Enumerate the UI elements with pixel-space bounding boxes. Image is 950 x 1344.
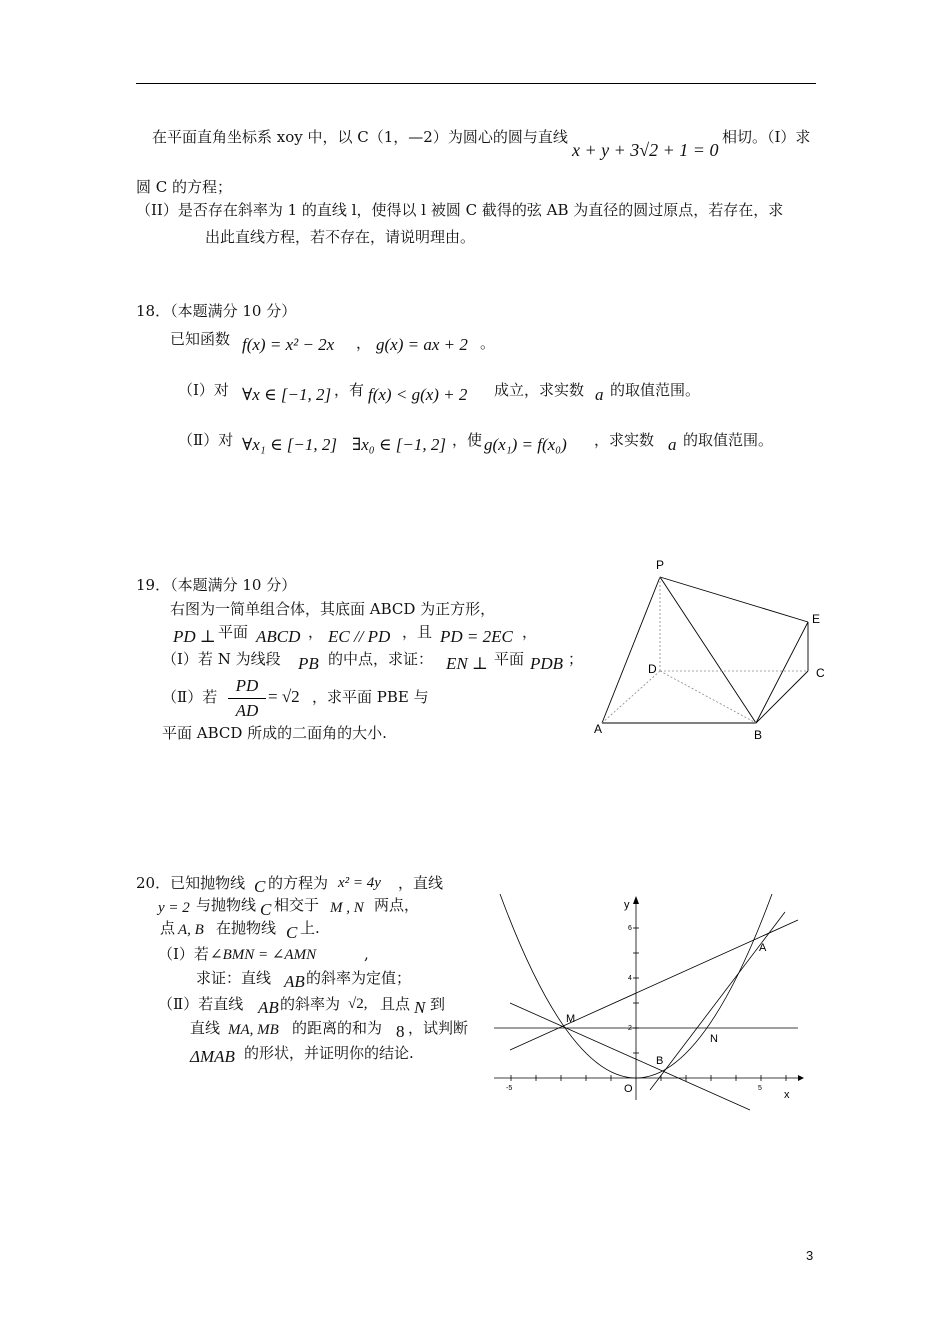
edge-db-hidden <box>660 671 756 723</box>
edge-pe <box>660 577 808 622</box>
p20-MN: M , N <box>330 900 364 916</box>
line-ma <box>510 920 798 1050</box>
p20-N: N <box>414 998 426 1017</box>
p19-line1: 右图为一简单组合体，其底面 ABCD 为正方形， <box>170 600 496 618</box>
p18-q2-condition2: ∃x₀ ∈ [−1, 2] <box>352 435 446 454</box>
p18-q1-label: （Ⅰ）对 <box>178 381 229 399</box>
edge-be <box>756 622 808 723</box>
p20-line1-c: ，直线 <box>398 874 444 892</box>
p20-sqrt2: √2, <box>348 996 368 1012</box>
p18-q1-have: ，有 <box>334 381 365 399</box>
p19-q1-c: 的中点，求证： <box>328 650 434 668</box>
p19-ec-parallel: EC // PD <box>328 627 391 646</box>
p20-line2-c: 两点， <box>374 896 420 914</box>
p18-q1-tail: 成立，求实数 <box>494 381 585 399</box>
p19-solid-figure <box>588 555 838 745</box>
p20-q2-line-word: 直线 <box>190 1019 221 1037</box>
p18-q2-a: a <box>668 435 677 454</box>
line-ab <box>650 912 785 1090</box>
page-number: 3 <box>806 1248 814 1263</box>
p18-q1-end: 的取值范围。 <box>610 381 701 399</box>
p18-f-definition: f(x) = x² − 2x <box>242 335 335 354</box>
tick-x-neg5: -5 <box>506 1085 513 1092</box>
p19-abcd: ABCD <box>256 627 301 646</box>
p18-q2-label: （Ⅱ）对 <box>178 431 234 449</box>
p18-q1-condition: ∀x ∈ [−1, 2] <box>242 385 332 404</box>
p19-line5: 平面 ABCD 所成的二面角的大小. <box>162 724 387 742</box>
tick-y-4: 4 <box>628 975 632 982</box>
p20-q2-sum: 的距离的和为 <box>292 1019 383 1037</box>
p18-q2-equation: g(x₁) = f(x₀) <box>484 435 567 454</box>
label-d: D <box>648 662 657 676</box>
point-m-label: M <box>566 1013 576 1025</box>
point-n-label: N <box>710 1033 718 1045</box>
p20-line3-c: 上. <box>300 919 320 937</box>
label-p: P <box>656 558 665 572</box>
p19-en-perp: EN ⊥ <box>446 654 488 673</box>
p20-line1-a: 20．已知抛物线 <box>136 874 246 892</box>
point-b-label: B <box>656 1055 664 1067</box>
p19-pdb: PDB <box>530 654 564 673</box>
p19-pd-perp: PD ⊥ <box>173 627 216 646</box>
p20-line2-b: 相交于 <box>274 896 320 914</box>
y-axis-arrow <box>633 896 639 904</box>
p18-q2-condition1: ∀x₁ ∈ [−1, 2] <box>242 435 338 454</box>
label-b: B <box>754 728 763 742</box>
p19-and: ，且 <box>402 623 433 641</box>
p18-q1-a: a <box>595 385 604 404</box>
edge-pb <box>660 577 756 723</box>
p20-line1-b: 的方程为 <box>268 874 329 892</box>
p20-parabola-eq: x² = 4y <box>338 875 381 891</box>
tick-y-6: 6 <box>628 925 632 932</box>
p19-pb: PB <box>298 654 319 673</box>
p17-line3: （II）是否存在斜率为 1 的直线 l，使得以 l 被圆 C 截得的弦 AB 为直径的圆过原点，若存在，求 <box>136 201 784 219</box>
p17-line1-tail: 相切。（I）求 <box>722 128 811 146</box>
p19-sqrt2: = √2 <box>268 687 300 706</box>
p18-header: 18．（本题满分 10 分） <box>136 302 297 320</box>
p18-given-label: 已知函数 <box>170 330 231 348</box>
edge-bc <box>756 671 808 723</box>
p18-q1-inequality: f(x) < g(x) + 2 <box>368 385 468 404</box>
p18-q2-tail: ，求实数 <box>594 431 655 449</box>
p20-q1-prove: 求证：直线 <box>196 969 272 987</box>
p20-AB3: AB <box>258 998 279 1017</box>
p19-header: 19．（本题满分 10 分） <box>136 576 297 594</box>
p20-line2-a: 与抛物线 <box>196 896 257 914</box>
x-axis-arrow <box>798 1075 804 1081</box>
edge-pa <box>602 577 660 723</box>
p20-parabola-graph <box>490 890 810 1115</box>
p20-line3-a: 点 <box>160 919 176 937</box>
p17-line2: 圆 C 的方程； <box>136 178 233 196</box>
tick-x-5: 5 <box>758 1085 762 1092</box>
p20-C1: C <box>254 877 266 896</box>
p20-q2-slope-word: 的斜率为 <box>280 995 341 1013</box>
p20-AB2: AB <box>284 972 305 991</box>
p20-q2-to: 到 <box>430 995 446 1013</box>
axis-y-label: y <box>624 899 630 911</box>
p20-q2-a: （Ⅱ）若直线 <box>158 995 244 1013</box>
p20-q2-and-point: 且点 <box>380 995 411 1013</box>
p19-fraction-num: PD <box>235 676 259 695</box>
p20-q1-tail: 的斜率为定值； <box>306 969 412 987</box>
label-a: A <box>594 722 603 736</box>
p20-eight: 8 <box>396 1022 405 1041</box>
p20-angle-eq: ∠BMN = ∠AMN <box>210 947 317 963</box>
p20-C2: C <box>260 900 272 919</box>
p18-comma: ， <box>356 334 372 352</box>
p20-MAMB: MA, MB <box>228 1022 279 1038</box>
p20-q2-end: 的形状，并证明你的结论. <box>244 1044 414 1062</box>
p18-q2-end: 的取值范围。 <box>683 431 774 449</box>
label-e: E <box>812 612 821 626</box>
p20-q1-comma: , <box>364 945 369 963</box>
p19-plane-word2: 平面 <box>494 650 525 668</box>
p20-triangle: ΔMAB <box>190 1047 235 1066</box>
edge-da-hidden <box>602 671 660 723</box>
p18-period: 。 <box>480 334 496 352</box>
origin-label: O <box>624 1083 633 1095</box>
header-rule <box>136 83 816 84</box>
p19-comma2: ， <box>522 623 538 641</box>
p20-line3-b: 在抛物线 <box>216 919 277 937</box>
p20-C3: C <box>286 923 298 942</box>
p19-q2-b: ，求平面 PBE 与 <box>312 688 429 706</box>
p17-line1-text: 在平面直角坐标系 xoy 中，以 C（1，—2）为圆心的圆与直线 <box>152 128 568 146</box>
p19-fraction-den: AD <box>235 701 259 720</box>
p19-plane-word: 平面 <box>218 623 249 641</box>
p19-comma1: ， <box>308 623 324 641</box>
p17-line4: 出此直线方程，若不存在，请说明理由。 <box>205 228 476 246</box>
label-c: C <box>816 666 825 680</box>
p18-g-definition: g(x) = ax + 2 <box>376 335 468 354</box>
tick-y-2: 2 <box>628 1025 632 1032</box>
p19-semicolon: ； <box>568 650 584 668</box>
p20-q2-judge: ，试判断 <box>408 1019 469 1037</box>
p19-pd-eq: PD = 2EC <box>440 627 513 646</box>
p20-q1-a: （Ⅰ）若 <box>158 945 209 963</box>
p19-q1-a: （Ⅰ）若 N 为线段 <box>162 650 281 668</box>
p20-AB: A, B <box>178 922 204 938</box>
p19-q2-a: （Ⅱ）若 <box>162 688 218 706</box>
axis-x-label: x <box>784 1089 790 1101</box>
p20-y2: y = 2 <box>158 900 190 916</box>
p18-q2-make: ，使 <box>452 431 483 449</box>
p17-line-equation: x + y + 3√2 + 1 = 0 <box>572 140 719 160</box>
p19-fraction <box>228 676 266 721</box>
point-a-label: A <box>759 942 767 954</box>
